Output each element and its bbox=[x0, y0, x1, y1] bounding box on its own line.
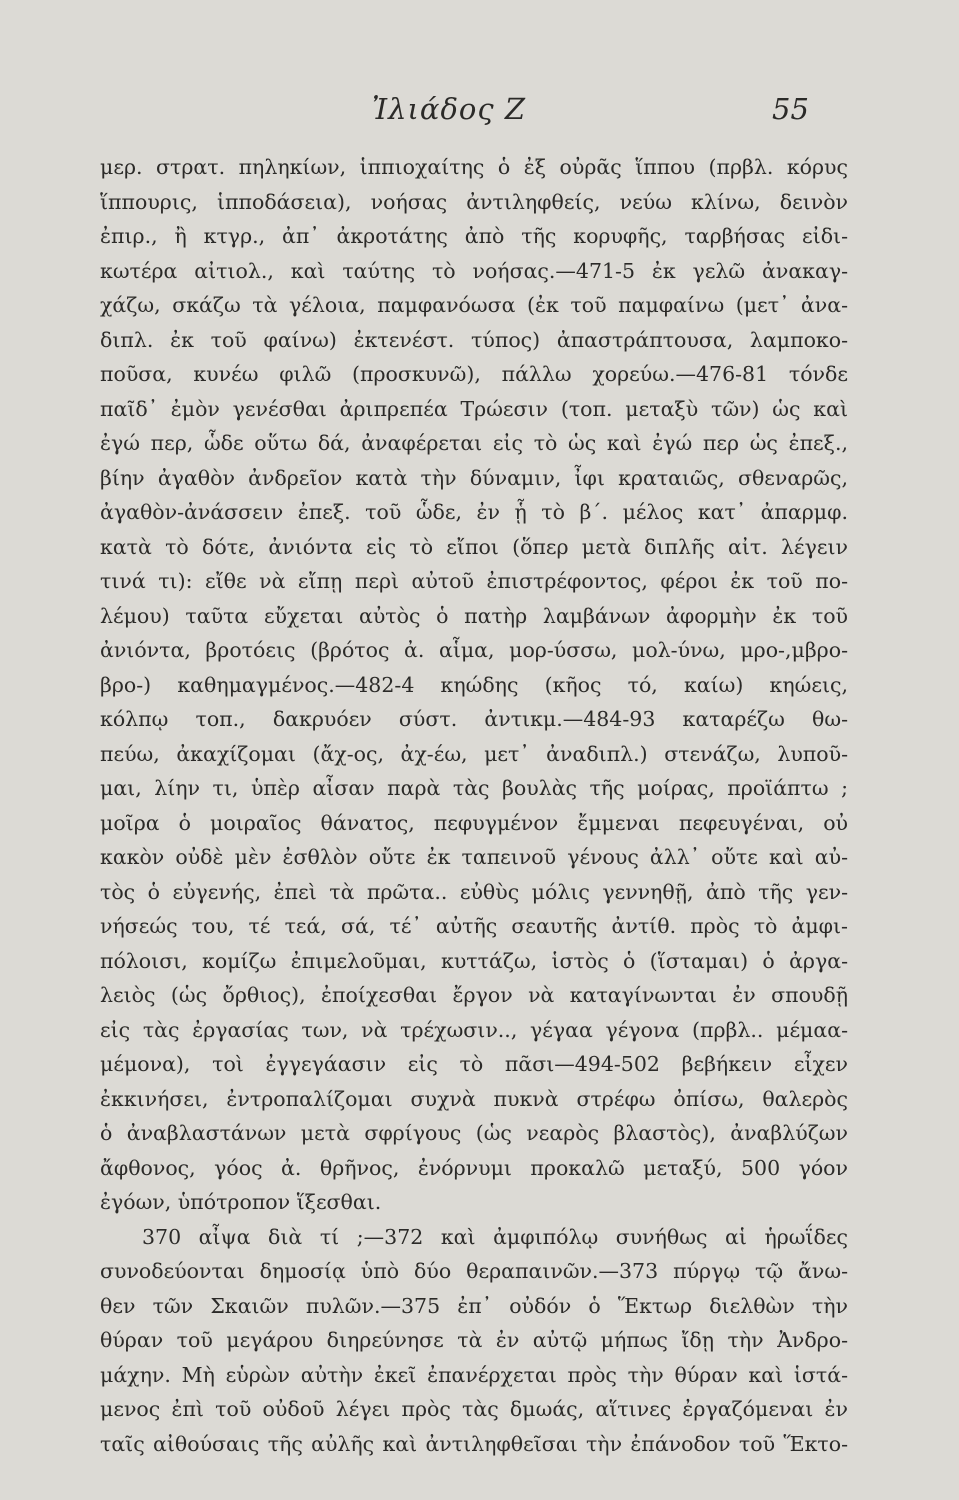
text-line: ποῦσα, κυνέω φιλῶ (προσκυνῶ), πάλλω χορεύω.—476-81 τόνδε bbox=[100, 362, 848, 386]
text-line: ἄφθονος, γόος ἀ. θρῆνος, ἐνόρνυμι προκαλῶ μεταξύ, 500 γόον bbox=[100, 1155, 848, 1180]
text-line: τὸς ὁ εὐγενής, ἐπεὶ τὰ πρῶτα.. εὐθὺς μόλις γεννηθῇ, ἀπὸ τῆς γεν- bbox=[100, 879, 848, 904]
text-line: πεύω, ἀκαχίζομαι (ἄχ-ος, ἀχ-έω, μετ᾽ ἀναδιπλ.) στενάζω, λυποῦ- bbox=[100, 741, 848, 766]
text-line: θεν τῶν Σκαιῶν πυλῶν.—375 ἐπ᾽ οὐδόν ὁ Ἕκτωρ διελθὼν τὴν bbox=[100, 1293, 848, 1318]
text-line: ἐγώ περ, ὧδε οὕτω δά, ἀναφέρεται εἰς τὸ ὡς καὶ ἐγώ περ ὡς ἐπεξ., bbox=[100, 431, 848, 455]
text-line: ἵππουρις, ἱπποδάσεια), νοήσας ἀντιληφθείς, νεύω κλίνω, δεινὸν bbox=[100, 189, 848, 214]
text-line: μάχην. Μὴ εὑρὼν αὐτὴν ἐκεῖ ἐπανέρχεται πρὸς τὴν θύραν καὶ ἱστά- bbox=[100, 1362, 848, 1387]
text-line: ἀγαθὸν-ἀνάσσειν ἐπεξ. τοῦ ὧδε, ἐν ᾗ τὸ β΄. μέλος κατ᾽ ἀπαρμφ. bbox=[100, 500, 848, 524]
running-title: Ἰλιάδος Ζ bbox=[372, 92, 526, 126]
text-line: συνοδεύονται δημοσίᾳ ὑπὸ δύο θεραπαινῶν.—373 πύργῳ τῷ ἄνω- bbox=[100, 1259, 848, 1283]
text-line: θύραν τοῦ μεγάρου διηρεύνησε τὰ ἐν αὐτῷ μήπως ἴδῃ τὴν Ἀνδρο- bbox=[100, 1328, 848, 1352]
text-line: ὁ ἀναβλαστάνων μετὰ σφρίγους (ὡς νεαρὸς βλαστὸς), ἀναβλύζων bbox=[100, 1121, 848, 1145]
text-line: λέμου) ταῦτα εὔχεται αὐτὸς ὁ πατὴρ λαμβάνων ἀφορμὴν ἐκ τοῦ bbox=[100, 603, 848, 628]
page-number: 55 bbox=[772, 92, 809, 126]
text-line: βρο-) καθημαγμένος.—482-4 κηώδης (κῆος τό, καίω) κηώεις, bbox=[100, 672, 848, 697]
text-line: 370 αἶψα διὰ τί ;—372 καὶ ἀμφιπόλῳ συνήθως αἱ ἡρωΐδες bbox=[142, 1224, 848, 1249]
text-line: κωτέρα αἰτιολ., καὶ ταύτης τὸ νοήσας.—471-5 ἐκ γελῶ ἀνακαγ- bbox=[100, 258, 848, 283]
text-line: ἐκκινήσει, ἐντροπαλίζομαι συχνὰ πυκνὰ στρέφω ὀπίσω, θαλερὸς bbox=[100, 1086, 848, 1111]
text-line: κακὸν οὐδὲ μὲν ἐσθλὸν οὔτε ἐκ ταπεινοῦ γένους ἀλλ᾽ οὔτε καὶ αὐ- bbox=[100, 845, 848, 869]
text-line: μαι, λίην τι, ὑπὲρ αἶσαν παρὰ τὰς βουλὰς τῆς μοίρας, προϊάπτω ; bbox=[100, 776, 848, 800]
text-line: νήσεώς του, τέ τεά, σά, τέ᾽ αὐτῆς σεαυτῆς ἀντίθ. πρὸς τὸ ἀμφι- bbox=[100, 914, 848, 938]
text-line: ἐπιρ., ἢ κτγρ., ἀπ᾽ ἀκροτάτης ἀπὸ τῆς κορυφῆς, ταρβήσας εἰδι- bbox=[100, 224, 848, 248]
commentary-text bbox=[100, 150, 848, 1461]
text-line: ἐγόων, ὑπότροπον ἵξεσθαι. bbox=[100, 1190, 382, 1214]
text-line: κατὰ τὸ δότε, ἀνιόντα εἰς τὸ εἴποι (ὅπερ μετὰ διπλῆς αἰτ. λέγειν bbox=[100, 534, 848, 559]
paragraph-2 bbox=[100, 1220, 848, 1462]
text-line: κόλπῳ τοπ., δακρυόεν σύστ. ἀντικμ.—484-93 καταρέζω θω- bbox=[100, 707, 848, 731]
text-line: παῖδ᾽ ἐμὸν γενέσθαι ἀριπρεπέα Τρώεσιν (τοπ. μεταξὺ τῶν) ὡς καὶ bbox=[100, 396, 848, 421]
text-line: λειὸς (ὡς ὄρθιος), ἐποίχεσθαι ἔργον νὰ καταγίνωνται ἐν σπουδῇ bbox=[100, 983, 848, 1007]
text-line: μέμονα), τοὶ ἐγγεγάασιν εἰς τὸ πᾶσι—494-502 βεβήκειν εἶχεν bbox=[100, 1052, 848, 1076]
text-line: τινά τι): εἴθε νὰ εἴπῃ περὶ αὐτοῦ ἐπιστρέφοντος, φέροι ἐκ τοῦ πο- bbox=[100, 569, 848, 593]
text-line: ἀνιόντα, βροτόεις (βρότος ἀ. αἷμα, μορ-ύσσω, μολ-ύνω, μρο-,μβρο- bbox=[100, 638, 848, 662]
text-line: ταῖς αἰθούσαις τῆς αὐλῆς καὶ ἀντιληφθεῖσαι τὴν ἐπάνοδον τοῦ Ἕκτο- bbox=[100, 1431, 848, 1456]
page-header bbox=[0, 92, 959, 132]
text-line: βίην ἀγαθὸν ἀνδρεῖον κατὰ τὴν δύναμιν, ἶφι κραταιῶς, σθεναρῶς, bbox=[100, 465, 848, 490]
text-line: διπλ. ἐκ τοῦ φαίνω) ἐκτενέστ. τύπος) ἀπαστράπτουσα, λαμποκο- bbox=[100, 327, 848, 352]
text-line: εἰς τὰς ἐργασίας των, νὰ τρέχωσιν.., γέγαα γέγονα (πρβλ.. μέμαα- bbox=[100, 1017, 848, 1042]
text-line: μερ. στρατ. πηληκίων, ἱππιοχαίτης ὁ ἐξ οὐρᾶς ἵππου (πρβλ. κόρυς bbox=[100, 155, 848, 179]
text-line: μοῖρα ὁ μοιραῖος θάνατος, πεφυγμένον ἔμμεναι πεφευγέναι, οὐ bbox=[100, 810, 848, 835]
text-line: μενος ἐπὶ τοῦ οὐδοῦ λέγει πρὸς τὰς δμωάς, αἵτινες ἐργαζόμεναι ἐν bbox=[100, 1397, 848, 1421]
text-line: χάζω, σκάζω τὰ γέλοια, παμφανόωσα (ἐκ τοῦ παμφαίνω (μετ᾽ ἀνα- bbox=[100, 293, 848, 317]
paragraph-1 bbox=[100, 150, 848, 1220]
text-line: πόλοισι, κομίζω ἐπιμελοῦμαι, κυττάζω, ἱστὸς ὁ (ἵσταμαι) ὁ ἀργα- bbox=[100, 948, 848, 973]
